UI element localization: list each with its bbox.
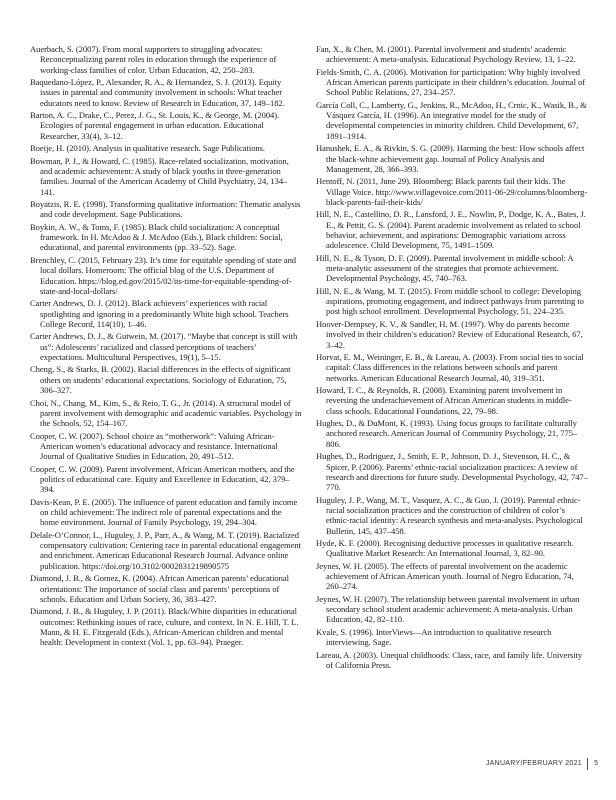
reference-entry: Bowman, P. J., & Howard, C. (1985). Race-related socialization, motivation, and academic achievement: A study of black youths in three-generation families. Journal of the American Academy of Child Psychiatry, 24, 134–141. [30,155,289,197]
footer-divider [587,758,588,770]
reference-entry: Carter Andrews, D. J. (2012). Black achievers’ experiences with racial spotlighting and ignoring in a predominantly White high school. Teachers College Record, 114(10), 1–46. [30,298,289,329]
reference-entry: Barton, A. C., Drake, C., Perez, J. G., St. Louis, K., & George, M. (2004). Ecologies of parental engagement in urban education. Educational Researcher, 33(4), 3–12. [30,110,280,141]
reference-entry: Horvat, E. M., Weininger, E. B., & Lareau, A. (2003). From social ties to social capital: Class differences in the relations between schools and parent networks. American Educational Research Journal, 40, 319–351. [316,352,584,383]
reference-entry: Diamond, J. B., & Huguley, J. P. (2011). Black/White disparities in educational outcomes: Rethinking issues of race, culture, and context. In N. E. Hill, T. L. Mann, & H. E. Fitzgerald (Eds.), African-American children and mental health: Development in context (Vol. 1, pp. 63–94). Praeger. [30,606,299,648]
reference-entry: Boeije, H. (2010). Analysis in qualitative research. Sage Publications. [30,143,265,154]
reference-entry: Jeynes, W. H. (2005). The effects of parental involvement on the academic achievement of African American youth. Journal of Negro Education, 74, 260–274. [316,560,574,592]
reference-entry: Fan, X., & Chen, M. (2001). Parental involvement and students’ academic achievement: A meta-analysis. Educational Psychology Review, 13, 1–22. [316,44,576,65]
reference-entry: Huguley, J. P., Wang, M. T., Vasquez, A. C., & Guo, J. (2019). Parental ethnic-racial socialization practices and the construction of children of color’s ethnic-racial identity: A research synthesis and meta-analysis. Psychological Bulletin, 145, 437–458. [316,494,583,536]
reference-entry: Delale-O’Connor, L., Huguley, J. P., Parr, A., & Wang, M. T. (2019). Racialized compensatory cultivation: Centering race in parental educational engagement and enrichment. American Educational Research Journal. Advance online publication. https://doi.org/10.3102/0002831219890575 [30,529,301,571]
reference-entry: Hill, N. E., & Wang, M. T. (2015). From middle school to college: Developing aspirations, promoting engagement, and indirect pathways from parenting to post high school enrollment. Developmental Psychology, 51, 224–235. [316,285,584,317]
reference-entry: Cooper, C. W. (2007). School choice as “motherwork”: Valuing African-American women’s educational advocacy and resistance. International Journal of Qualitative Studies in Education, 20, 491–512. [30,430,278,462]
reference-entry: Fields-Smith, C. A. (2006). Motivation for participation: Why highly involved African American parents participate in their children’s education. Journal of School Public Relations, 27, 234–257. [316,66,586,98]
reference-entry: Brenchley, C. (2015, February 23). It’s time for equitable spending of state and local dollars. Homeroom: The official blog of the U.S. Department of Education. https://blog.ed.gov/2015/02/its-time-for-equitable-spending-of-state-and-local-dollars/ [30,254,297,296]
reference-entry: Jeynes, W. H. (2007). The relationship between parental involvement in urban secondary school student academic achievement: A meta-analysis. Urban Education, 42, 82–110. [316,593,580,625]
reference-entry: García Coll, C., Lamberty, G., Jenkins, R., McAdoo, H., Crnic, K., Wasik, B., & Vásquez García, H. (1996). An integrative model for the study of developmental competencies in minority children. Child Development, 67, 1891–1914. [316,99,587,141]
references-left-column [30,44,302,650]
reference-entry: Carter Andrews, D. J., & Gutwein, M. (2017). “Maybe that concept is still with us”: Adolescents’ racialized and classed perceptions of teachers’ expectations. Multicultural Perspectives, 19(1), 5–15. [30,331,298,362]
reference-entry: Hanushek, E. A., & Rivkin, S. G. (2009). Harming the best: How schools affect the black-white achievement gap. Journal of Policy Analysis and Management, 28, 366–393. [316,143,585,174]
reference-entry: Lareau, A. (2003). Unequal childhoods: Class, race, and family life. University of California Press. [316,649,583,670]
reference-entry: Cooper, C. W. (2009). Parent involvement, African American mothers, and the politics of educational care. Equity and Excellence in Education, 42, 379–394. [30,463,295,495]
reference-entry: Boykin, A. W., & Toms, F. (1985). Black child socialization: A conceptual framework. In H. McAdoo & J. McAdoo (Eds.), Black children: Social, educational, and parental environments (pp. 33–52). Sage. [30,221,283,253]
reference-entry: Kvale, S. (1996). InterViews—An introduction to qualitative research interviewing. Sage. [316,626,552,648]
reference-entry: Hoover-Dempsey, K. V., & Sandler, H. M. (1997). Why do parents become involved in their children’s education? Review of Educational Research, 67, 3–42. [316,318,583,350]
reference-entry: Hyde, K. F. (2000). Recognising deductive processes in qualitative research. Qualitative Market Research: An International Journal, 3, 82–90. [316,537,574,559]
reference-entry: Baquedano-López, P., Alexander, R. A., & Hernandez, S. J. (2013). Equity issues in parental and community involvement in schools: What teacher educators need to know. Review of Research in Education, 37, 149–182. [30,77,285,108]
issue-date: JANUARY/FEBRUARY 2021 [485,760,582,767]
reference-entry: Davis-Kean, P. E. (2005). The influence of parent education and family income on child achievement: The indirect role of parental expectations and the home environment. Journal of Family Psychology, 19, 294–304. [30,496,298,528]
page-footer [420,758,598,770]
reference-entry: Choi, N., Chang, M., Kim, S., & Reio, T. G., Jr. (2014). A structural model of parent involvement with demographic and academic variables. Psychology in the Schools, 52, 154–167. [30,397,302,429]
reference-entry: Hill, N. E., Castellino, D. R., Lansford, J. E., Nowlin, P., Dodge, K. A., Bates, J. E., & Pettit, G. S. (2004). Parent academic involvement as related to school behavior, achievement, and aspirations: Demographic variations across adolescence. Child Development, 75, 1491–1509. [316,209,586,251]
reference-entry: Boyatzis, R. E. (1998). Transforming qualitative information: Thematic analysis and code development. Sage Publications. [30,199,301,220]
reference-entry: Howard, T. C., & Reynolds, R. (2008). Examining parent involvement in reversing the underachievement of African American students in middle-class schools. Educational Foundations, 22, 79–98. [316,385,572,416]
page-number: 5 [594,760,598,767]
references-right-column [316,44,588,672]
reference-entry: Diamond, J. B., & Gomez, K. (2004). African American parents’ educational orientations: The importance of social class and parents’ perceptions of schools. Education and Urban Society, 36, 383–427. [30,573,289,604]
reference-entry: Cheng, S., & Starks, B. (2002). Racial differences in the effects of significant others on students’ educational expectations. Sociology of Education, 75, 306–327. [30,364,291,396]
reference-entry: Hentoff, N. (2011, June 29). Bloomberg: Black parents fail their kids. The Village Voice. http://www.villagevoice.com/2011-06-29/columns/bloomberg-black-parents-fail-their-kids/ [316,176,588,207]
reference-entry: Hughes, D., & DuMont, K. (1993). Using focus groups to facilitate culturally anchored research. American Journal of Community Psychology, 21, 775–806. [316,418,578,449]
reference-entry: Auerbach, S. (2007). From moral supporters to struggling advocates: Reconceptualizing parent roles in education through the experience of working-class families of color. Urban Education, 42, 250–283. [30,44,277,75]
reference-entry: Hill, N. E., & Tyson, D. F. (2009). Parental involvement in middle school: A meta-analytic assessment of the strategies that promote achievement. Developmental Psychology, 45, 740–763. [316,252,574,284]
reference-entry: Hughes, D., Rodriguez, J., Smith, E. P., Johnson, D. J., Stevenson, H. C., & Spicer, P. (2006). Parents’ ethnic-racial socialization practices: A review of research and directions for future study. Developmental Psychology, 42, 747–770. [316,451,588,493]
